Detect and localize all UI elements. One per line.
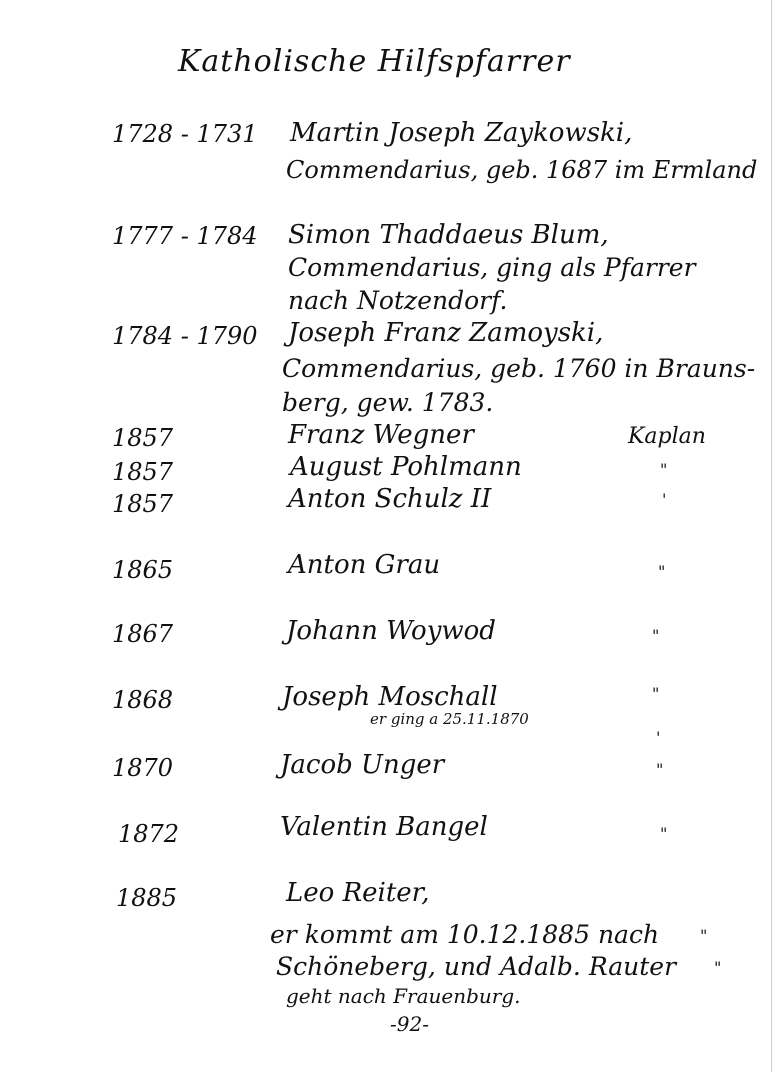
- entry-name: August Pohlmann: [290, 452, 522, 482]
- entry-name: Franz Wegner: [288, 420, 474, 450]
- entry-years: 1870: [112, 754, 174, 782]
- entry-name: Jacob Unger: [280, 750, 445, 780]
- ditto-mark: ": [652, 684, 660, 703]
- entry-years: 1857: [112, 458, 174, 486]
- entry-name: Simon Thaddaeus Blum,: [288, 220, 609, 250]
- entry-years: 1857: [112, 490, 174, 518]
- entry-note: Commendarius, ging als Pfarrer: [288, 253, 696, 282]
- entry-note: nach Notzendorf.: [288, 286, 508, 315]
- ditto-mark: ": [658, 562, 666, 581]
- page-title: Katholische Hilfspfarrer: [178, 44, 571, 79]
- entry-remark: er ging a 25.11.1870: [370, 710, 529, 728]
- entry-note: Schöneberg, und Adalb. Rauter: [276, 952, 677, 981]
- tick-mark: ': [662, 490, 667, 509]
- entry-years: 1857: [112, 424, 174, 452]
- ditto-mark: ": [652, 626, 660, 645]
- tick-mark: ': [656, 728, 661, 747]
- entry-name: Valentin Bangel: [280, 812, 488, 842]
- entry-note: berg, gew. 1783.: [282, 388, 494, 417]
- ditto-mark: ": [660, 460, 668, 479]
- entry-years: 1868: [112, 686, 174, 714]
- entry-note: Commendarius, geb. 1687 im Ermland: [286, 156, 758, 184]
- entry-years: 1867: [112, 620, 174, 648]
- entry-note: er kommt am 10.12.1885 nach: [270, 920, 660, 949]
- ditto-mark: ": [660, 824, 668, 843]
- entry-note: Commendarius, geb. 1760 in Brauns-: [282, 354, 756, 383]
- role-label: Kaplan: [628, 424, 706, 449]
- ditto-mark: ": [700, 926, 708, 945]
- entry-name: Johann Woywod: [286, 616, 496, 646]
- page-number: -92-: [390, 1012, 429, 1036]
- ditto-mark: ": [714, 958, 722, 977]
- entry-years: 1777 - 1784: [112, 222, 258, 250]
- ditto-mark: ": [656, 760, 664, 779]
- entry-years: 1784 - 1790: [112, 322, 258, 350]
- entry-note: geht nach Frauenburg.: [286, 984, 521, 1008]
- entry-name: Joseph Franz Zamoyski,: [288, 318, 604, 348]
- entry-years: 1728 - 1731: [112, 120, 258, 148]
- entry-name: Martin Joseph Zaykowski,: [290, 118, 633, 148]
- entry-name: Anton Grau: [288, 550, 441, 580]
- entry-name: Leo Reiter,: [286, 878, 430, 908]
- entry-years: 1885: [116, 884, 178, 912]
- entry-years: 1865: [112, 556, 174, 584]
- entry-name: Joseph Moschall: [282, 682, 498, 712]
- entry-name: Anton Schulz II: [288, 484, 492, 514]
- entry-years: 1872: [118, 820, 180, 848]
- page-edge-line: [771, 0, 772, 1072]
